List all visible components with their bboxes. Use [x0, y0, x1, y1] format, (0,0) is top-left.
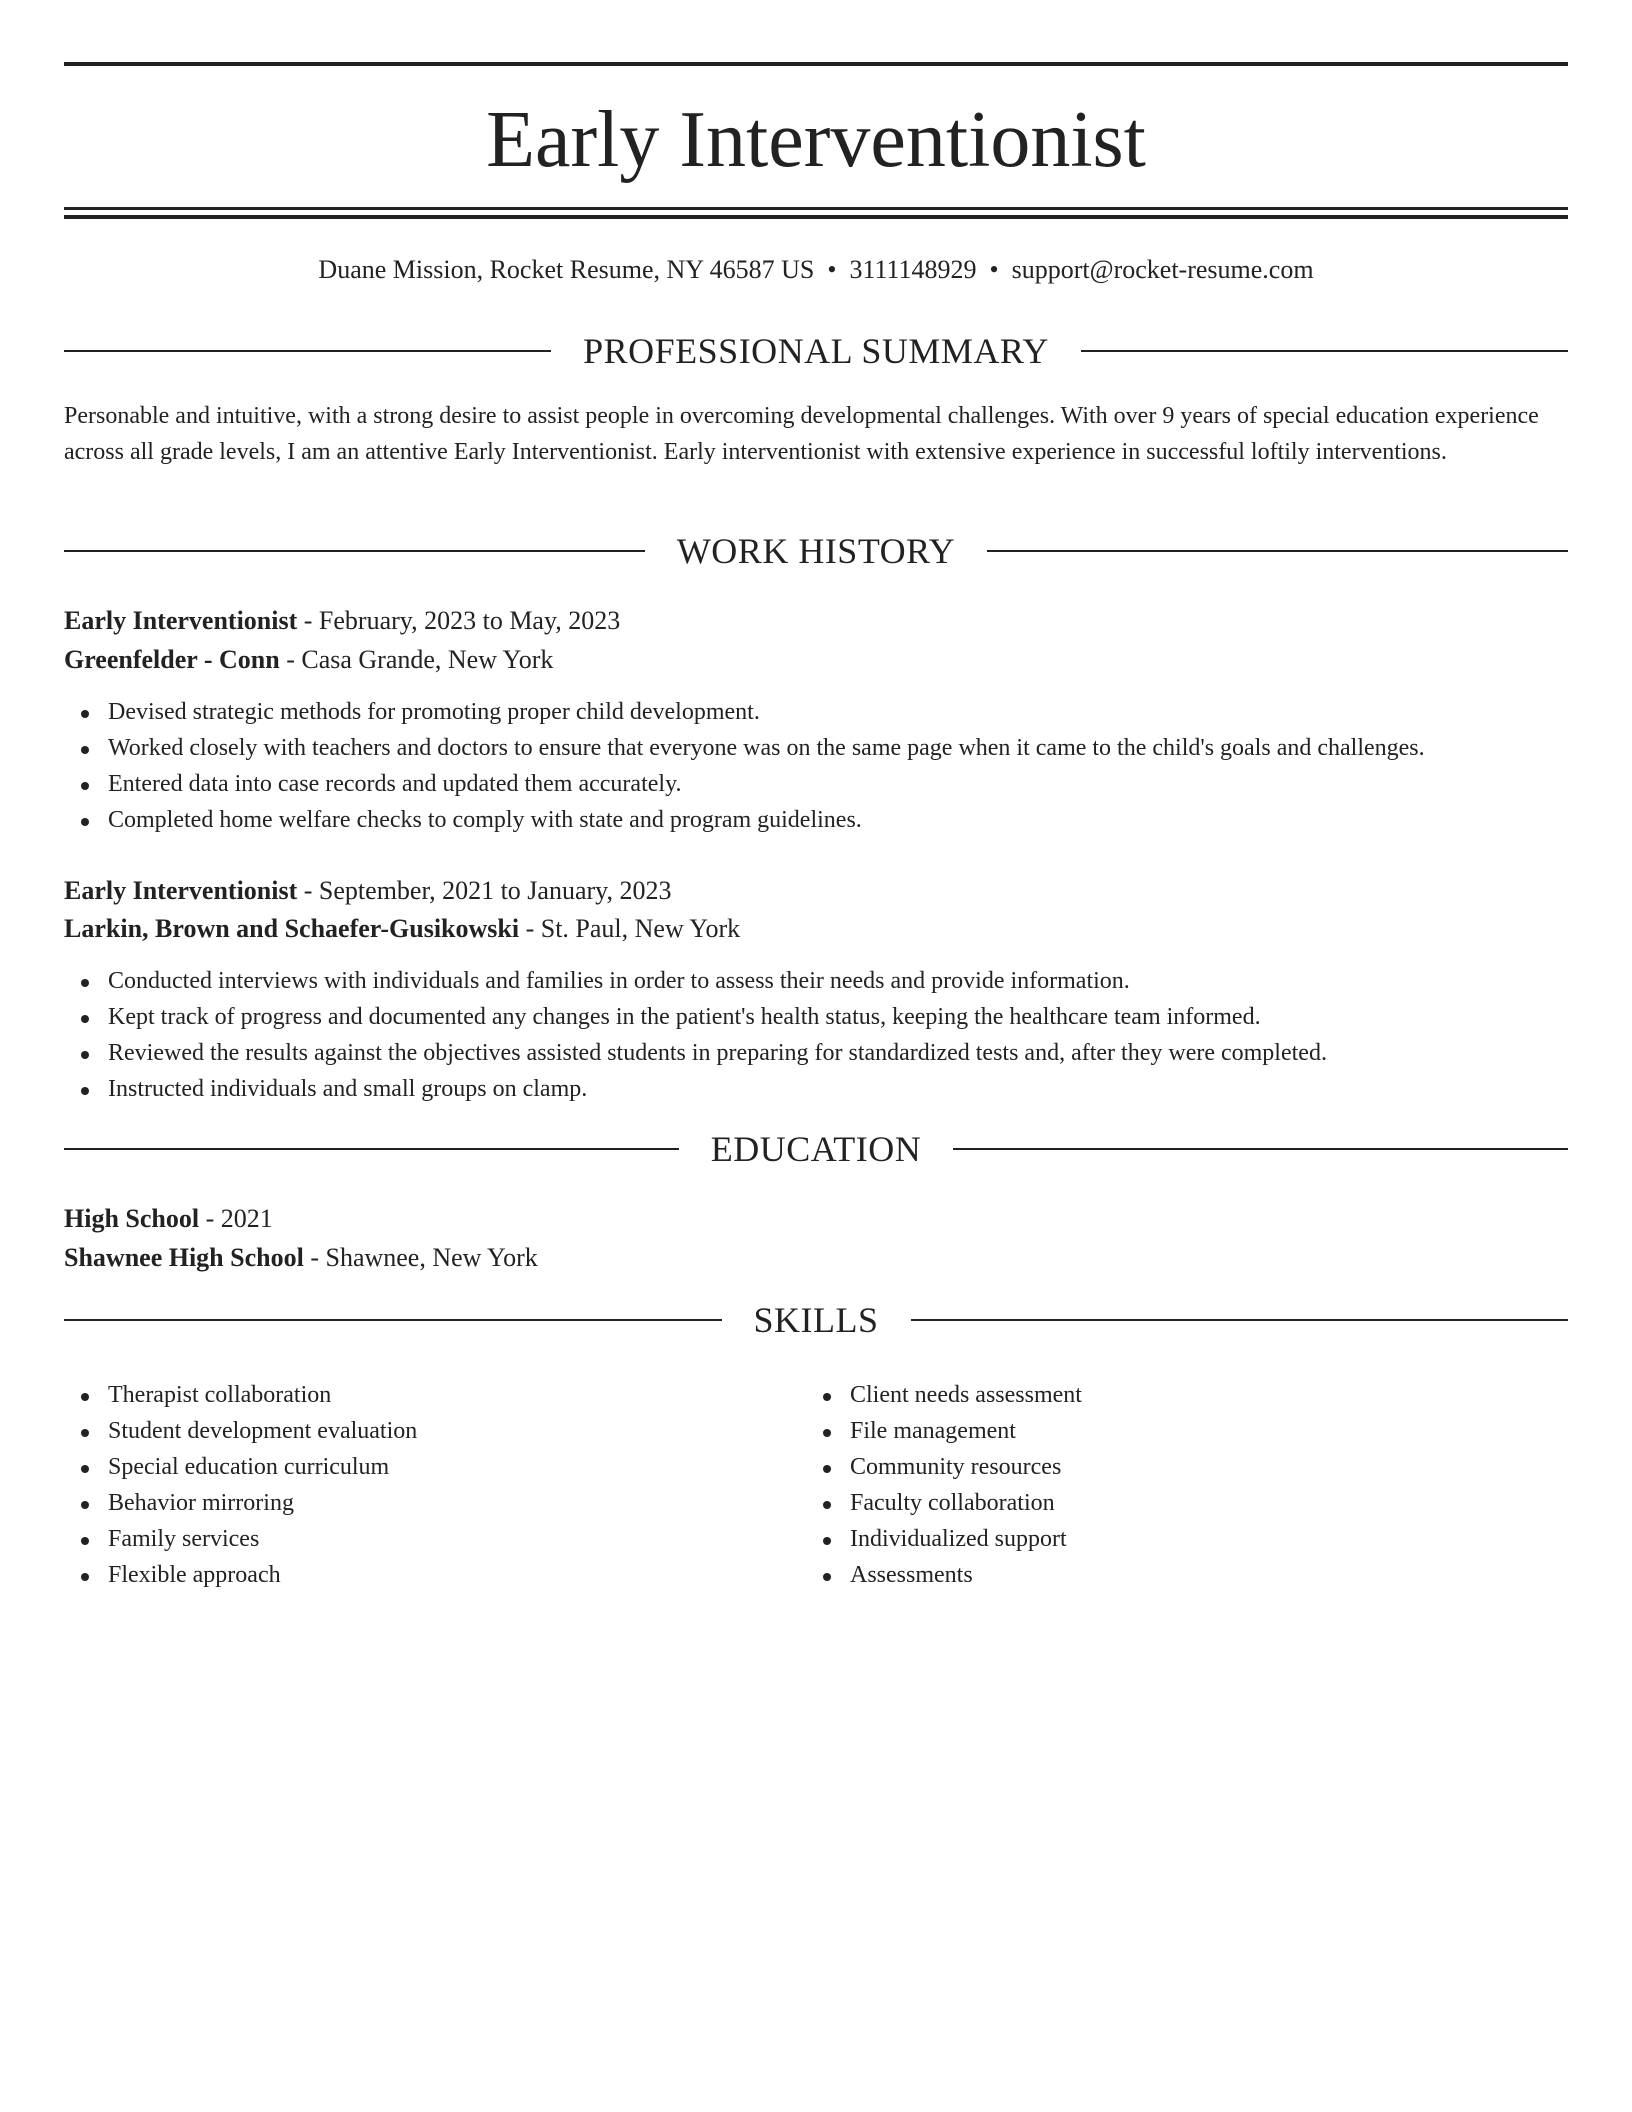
- section-rule: [64, 1148, 679, 1150]
- job-title-line: [64, 873, 671, 909]
- skill-item: Individualized support: [806, 1521, 1082, 1557]
- skill-item: Student development evaluation: [64, 1413, 417, 1449]
- list-item: Entered data into case records and updated them accurately.: [64, 766, 1425, 802]
- list-item: Devised strategic methods for promoting proper child development.: [64, 694, 1425, 730]
- contact-separator: •: [989, 255, 999, 284]
- list-item: Completed home welfare checks to comply with state and program guidelines.: [64, 802, 1425, 838]
- summary-text: Personable and intuitive, with a strong desire to assist people in overcoming developmental challenges. With over 9 years of special education experience across all grade levels, I am an attentive Early Interventionist. Early interventionist with extensive experience in successful loftily interventions.: [64, 403, 1539, 465]
- job-dates: - September, 2021 to January, 2023: [303, 876, 672, 905]
- skill-item: Client needs assessment: [806, 1377, 1082, 1413]
- skill-item: Community resources: [806, 1449, 1082, 1485]
- job-company-line: [64, 642, 553, 678]
- job-company: Larkin, Brown and Schaefer-Gusikowski: [64, 914, 520, 943]
- job-bullets: [64, 963, 1327, 1107]
- work-section-header: [64, 528, 1568, 574]
- education-degree-line: [64, 1201, 273, 1237]
- section-rule: [64, 1319, 722, 1321]
- job-location: - St. Paul, New York: [525, 914, 741, 943]
- title-rule-upper: [64, 207, 1568, 210]
- list-item: Reviewed the results against the objectives assisted students in preparing for standardized tests and, after they were completed.: [64, 1035, 1327, 1071]
- job-title: Early Interventionist: [64, 606, 298, 635]
- list-item: Worked closely with teachers and doctors to ensure that everyone was on the same page when it came to the child's goals and challenges.: [64, 730, 1425, 766]
- skills-list-right: [806, 1377, 1082, 1593]
- section-rule: [911, 1319, 1569, 1321]
- contact-separator: •: [827, 255, 837, 284]
- list-item: Conducted interviews with individuals and families in order to assess their needs and provide information.: [64, 963, 1327, 999]
- education-school-line: [64, 1240, 538, 1276]
- title-rule-lower: [64, 215, 1568, 219]
- skill-item: Assessments: [806, 1557, 1082, 1593]
- job-bullets: [64, 694, 1425, 838]
- section-rule: [64, 550, 645, 552]
- education-degree: High School: [64, 1204, 200, 1233]
- education-heading: EDUCATION: [710, 1129, 922, 1169]
- contact-email: support@rocket-resume.com: [1011, 255, 1314, 284]
- section-rule: [1081, 350, 1568, 352]
- section-rule: [953, 1148, 1568, 1150]
- skill-item: Family services: [64, 1521, 417, 1557]
- education-section-header: [64, 1126, 1568, 1172]
- job-title-line: [64, 603, 620, 639]
- section-rule: [987, 550, 1568, 552]
- education-school: Shawnee High School: [64, 1243, 304, 1272]
- contact-address: Duane Mission, Rocket Resume, NY 46587 US: [318, 255, 815, 284]
- job-company-line: [64, 911, 740, 947]
- list-item: Kept track of progress and documented any changes in the patient's health status, keeping the healthcare team informed.: [64, 999, 1327, 1035]
- job-title: Early Interventionist: [64, 876, 298, 905]
- job-dates: - February, 2023 to May, 2023: [303, 606, 621, 635]
- contact-phone: 3111148929: [849, 255, 977, 284]
- list-item: Instructed individuals and small groups on clamp.: [64, 1071, 1327, 1107]
- resume-title: Early Interventionist: [486, 96, 1146, 184]
- top-rule: [64, 62, 1568, 66]
- contact-line: [64, 252, 1568, 288]
- skill-item: Faculty collaboration: [806, 1485, 1082, 1521]
- summary-heading: PROFESSIONAL SUMMARY: [583, 331, 1049, 371]
- job-location: - Casa Grande, New York: [286, 645, 554, 674]
- skills-heading: SKILLS: [753, 1300, 879, 1340]
- skills-list-left: [64, 1377, 417, 1593]
- skill-item: File management: [806, 1413, 1082, 1449]
- education-location: - Shawnee, New York: [310, 1243, 538, 1272]
- skill-item: Behavior mirroring: [64, 1485, 417, 1521]
- section-rule: [64, 350, 551, 352]
- work-heading: WORK HISTORY: [676, 531, 956, 571]
- job-company: Greenfelder - Conn: [64, 645, 280, 674]
- skill-item: Special education curriculum: [64, 1449, 417, 1485]
- summary-section-header: [64, 328, 1568, 374]
- skills-section-header: [64, 1297, 1568, 1343]
- skill-item: Therapist collaboration: [64, 1377, 417, 1413]
- skill-item: Flexible approach: [64, 1557, 417, 1593]
- education-year: - 2021: [205, 1204, 273, 1233]
